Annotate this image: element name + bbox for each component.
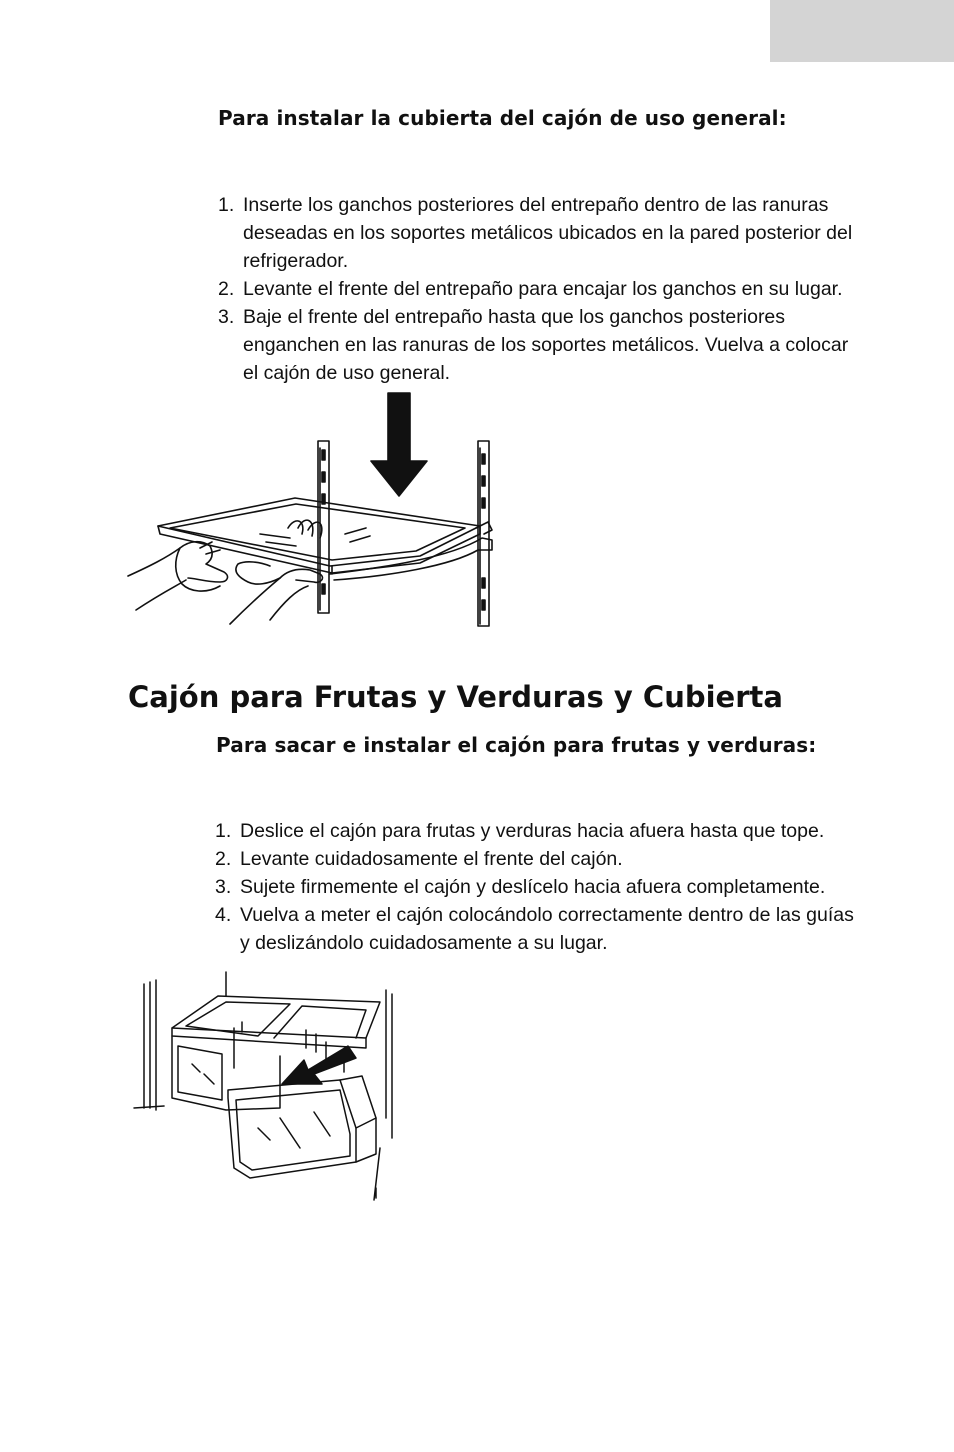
step-line: y deslizándolo cuidadosamente a su lugar.: [240, 932, 608, 954]
list-item: [218, 275, 852, 303]
step-number: 1.: [218, 194, 235, 216]
list-item: [215, 845, 854, 873]
step-line: Deslice el cajón para frutas y verduras hacia afuera hasta que tope.: [240, 820, 825, 842]
section2-steps: [215, 817, 854, 957]
step-number: 4.: [215, 904, 232, 926]
down-arrow-icon: [371, 393, 427, 496]
section2-heading: Para sacar e instalar el cajón para frutas y verduras:: [216, 733, 817, 757]
step-number: 3.: [218, 306, 235, 328]
step-line: Levante cuidadosamente el frente del cajón.: [240, 848, 623, 870]
step-line: Inserte los ganchos posteriores del entrepaño dentro de las ranuras: [243, 194, 829, 216]
step-line: Sujete firmemente el cajón y deslícelo hacia afuera completamente.: [240, 876, 826, 898]
shelf-install-illustration: [120, 388, 510, 633]
list-item: [215, 817, 854, 845]
list-item: [215, 901, 854, 957]
step-line: Vuelva a meter el cajón colocándolo correctamente dentro de las guías: [240, 904, 854, 926]
pull-out-arrow-icon: [282, 1046, 356, 1084]
step-number: 1.: [215, 820, 232, 842]
step-line: Levante el frente del entrepaño para encajar los ganchos en su lugar.: [243, 278, 843, 300]
right-wall: [374, 990, 392, 1200]
step-line: el cajón de uso general.: [243, 362, 451, 384]
step-number: 3.: [215, 876, 232, 898]
step-number: 2.: [218, 278, 235, 300]
step-line: Baje el frente del entrepaño hasta que los ganchos posteriores: [243, 306, 786, 328]
list-item: [215, 873, 854, 901]
step-number: 2.: [215, 848, 232, 870]
section1-heading: Para instalar la cubierta del cajón de uso general:: [218, 106, 787, 130]
section2-title: Cajón para Frutas y Verduras y Cubierta: [128, 680, 783, 714]
step-line: refrigerador.: [243, 250, 349, 272]
page-tab-marker: [770, 0, 954, 62]
step-line: deseadas en los soportes metálicos ubicados en la pared posterior del: [243, 222, 853, 244]
section1-steps: [218, 191, 852, 387]
left-wall: [144, 980, 156, 1110]
crisper-drawer-illustration: [130, 968, 400, 1203]
step-line: enganchen en las ranuras de los soportes metálicos. Vuelva a colocar: [243, 334, 849, 356]
list-item: [218, 191, 852, 275]
list-item: [218, 303, 852, 387]
shelf-frame: [158, 498, 480, 566]
